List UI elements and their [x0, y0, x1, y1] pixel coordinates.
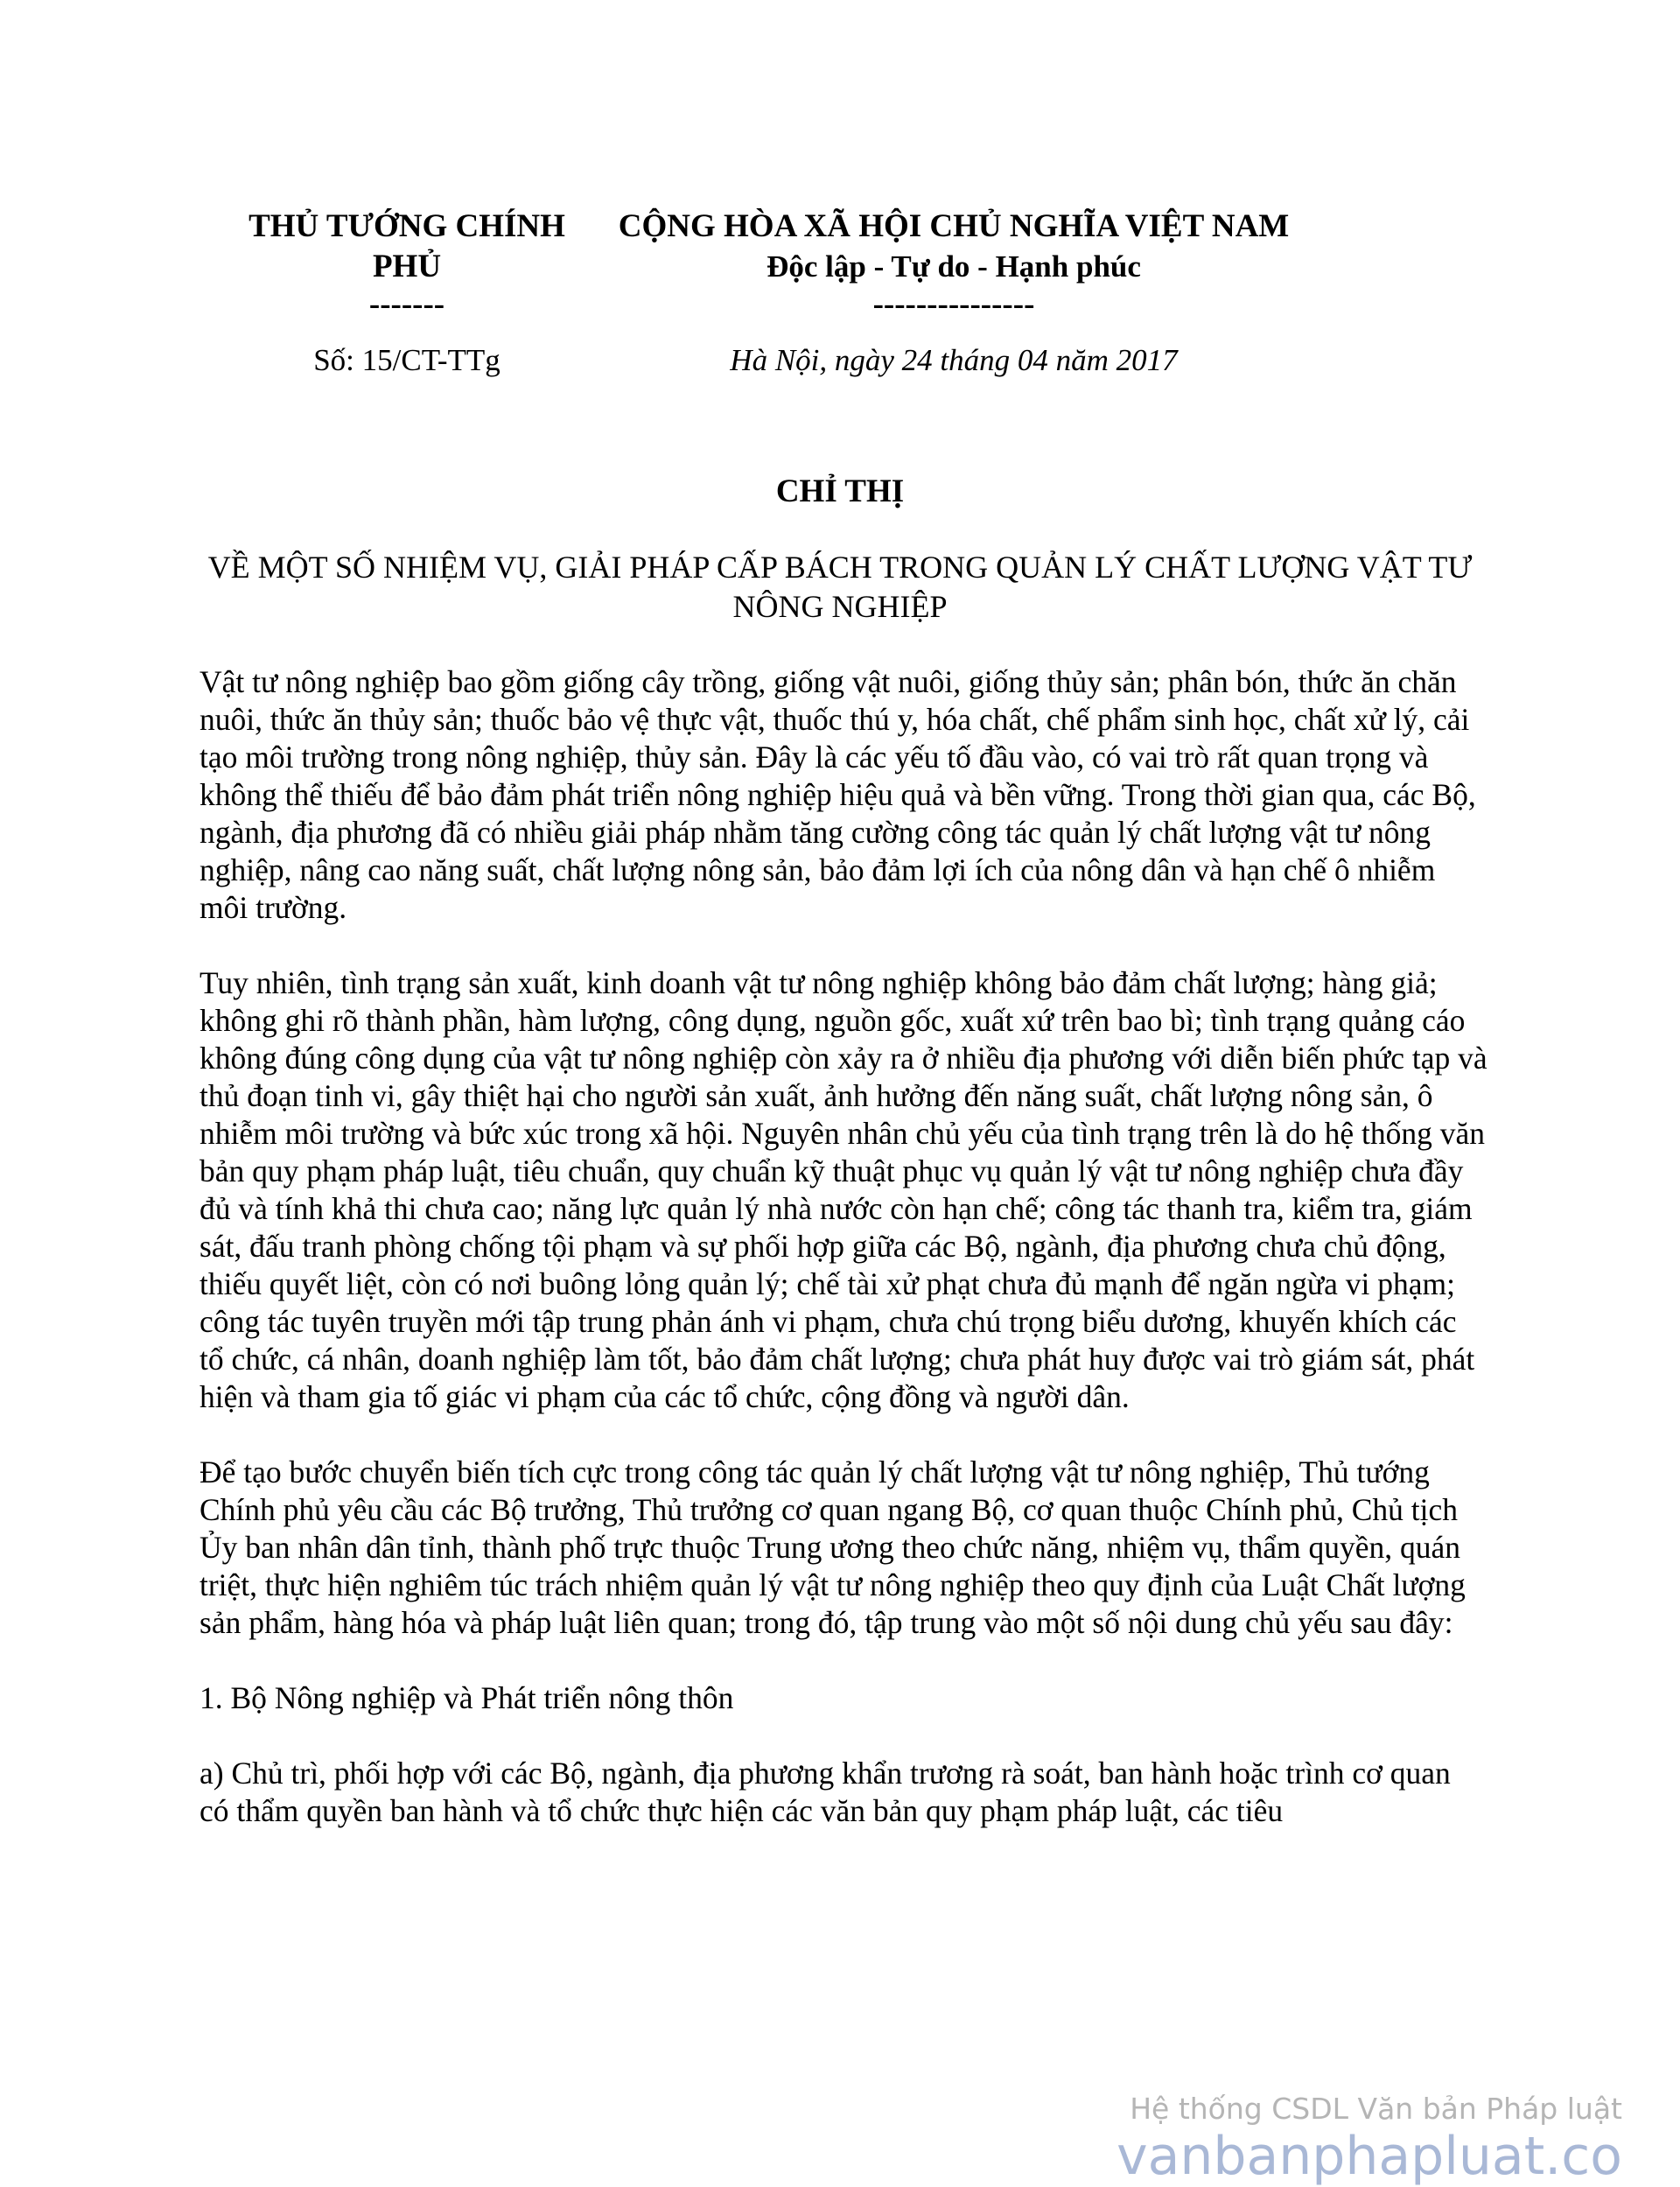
- document-body: [200, 663, 1488, 1868]
- issuer-name-line1: THỦ TƯỚNG CHÍNH: [248, 208, 565, 244]
- motto-divider: ---------------: [872, 286, 1035, 322]
- watermark-tagline: Hệ thống CSDL Văn bản Pháp luật: [1130, 2092, 1622, 2126]
- body-paragraph: a) Chủ trì, phối hợp với các Bộ, ngành, địa phương khẩn trương rà soát, ban hành hoặc trình cơ quan có thẩm quyền ban hành và tổ chức thực hiện các văn bản quy phạm pháp luật, các tiêu: [200, 1756, 1451, 1828]
- issuer-name-line2: PHỦ: [372, 249, 442, 284]
- document-subject: VỀ MỘT SỐ NHIỆM VỤ, GIẢI PHÁP CẤP BÁCH TRONG QUẢN LÝ CHẤT LƯỢNG VẬT TƯ NÔNG NGHIỆP: [207, 550, 1473, 624]
- site-watermark: [1116, 2092, 1622, 2186]
- document-number: Số: 15/CT-TTg: [313, 343, 500, 377]
- nation-name: CỘNG HÒA XÃ HỘI CHỦ NGHĨA VIỆT NAM: [618, 208, 1290, 244]
- document-type-title: CHỈ THỊ: [775, 473, 905, 509]
- issuer-block: [201, 207, 612, 322]
- issuer-divider: -------: [368, 286, 445, 322]
- body-paragraph: Vật tư nông nghiệp bao gồm giống cây trồng, giống vật nuôi, giống thủy sản; phân bón, thức ăn chăn nuôi, thức ăn thủy sản; thuốc bảo vệ thực vật, thuốc thú y, hóa chất, chế phẩm sinh học, chất xử lý, cải tạo môi trường trong nông nghiệp, thủy sản. Đây là các yếu tố đầu vào, có vai trò rất quan trọng và không thể thiếu để bảo đảm phát triển nông nghiệp hiệu quả và bền vững. Trong thời gian qua, các Bộ, ngành, địa phương đã có nhiều giải pháp nhằm tăng cường công tác quản lý chất lượng vật tư nông nghiệp, nâng cao năng suất, chất lượng nông sản, bảo đảm lợi ích của nông dân và hạn chế ô nhiễm môi trường.: [200, 664, 1476, 925]
- body-paragraph: Để tạo bước chuyển biến tích cực trong công tác quản lý chất lượng vật tư nông nghiệp, Thủ tướng Chính phủ yêu cầu các Bộ trưởng, Thủ trưởng cơ quan ngang Bộ, cơ quan thuộc Chính phủ, Chủ tịch Ủy ban nhân dân tỉnh, thành phố trực thuộc Trung ương theo chức năng, nhiệm vụ, thẩm quyền, quán triệt, thực hiện nghiêm túc trách nhiệm quản lý vật tư nông nghiệp theo quy định của Luật Chất lượng sản phẩm, hàng hóa và pháp luật liên quan; trong đó, tập trung vào một số nội dung chủ yếu sau đây:: [200, 1454, 1466, 1640]
- body-paragraph: Tuy nhiên, tình trạng sản xuất, kinh doanh vật tư nông nghiệp không bảo đảm chất lượng; hàng giả; không ghi rõ thành phần, hàm lượng, công dụng, nguồn gốc, xuất xứ trên bao bì; tình trạng quảng cáo không đúng công dụng của vật tư nông nghiệp còn xảy ra ở nhiều địa phương với diễn biến phức tạp và thủ đoạn tinh vi, gây thiệt hại cho người sản xuất, ảnh hưởng đến năng suất, chất lượng nông sản, ô nhiễm môi trường và bức xúc trong xã hội. Nguyên nhân chủ yếu của tình trạng trên là do hệ thống văn bản quy phạm pháp luật, tiêu chuẩn, quy chuẩn kỹ thuật phục vụ quản lý vật tư nông nghiệp chưa đầy đủ và tính khả thi chưa cao; năng lực quản lý nhà nước còn hạn chế; công tác thanh tra, kiểm tra, giám sát, đấu tranh phòng chống tội phạm và sự phối hợp giữa các Bộ, ngành, địa phương chưa chủ động, thiếu quyết liệt, còn có nơi buông lỏng quản lý; chế tài xử phạt chưa đủ mạnh để ngăn ngừa vi phạm; công tác tuyên truyền mới tập trung phản ánh vi phạm, chưa chú trọng biểu dương, khuyến khích các tổ chức, cá nhân, doanh nghiệp làm tốt, bảo đảm chất lượng; chưa phát huy được vai trò giám sát, phát hiện và tham gia tố giác vi phạm của các tổ chức, cộng đồng và người dân.: [200, 965, 1488, 1414]
- place-date: Hà Nội, ngày 24 tháng 04 năm 2017: [730, 343, 1178, 377]
- national-motto: Độc lập - Tự do - Hạnh phúc: [766, 249, 1141, 284]
- section-heading: 1. Bộ Nông nghiệp và Phát triển nông thôn: [200, 1680, 734, 1715]
- national-header: [604, 207, 1304, 322]
- watermark-domain: vanbanphapluat.co: [1116, 2126, 1622, 2187]
